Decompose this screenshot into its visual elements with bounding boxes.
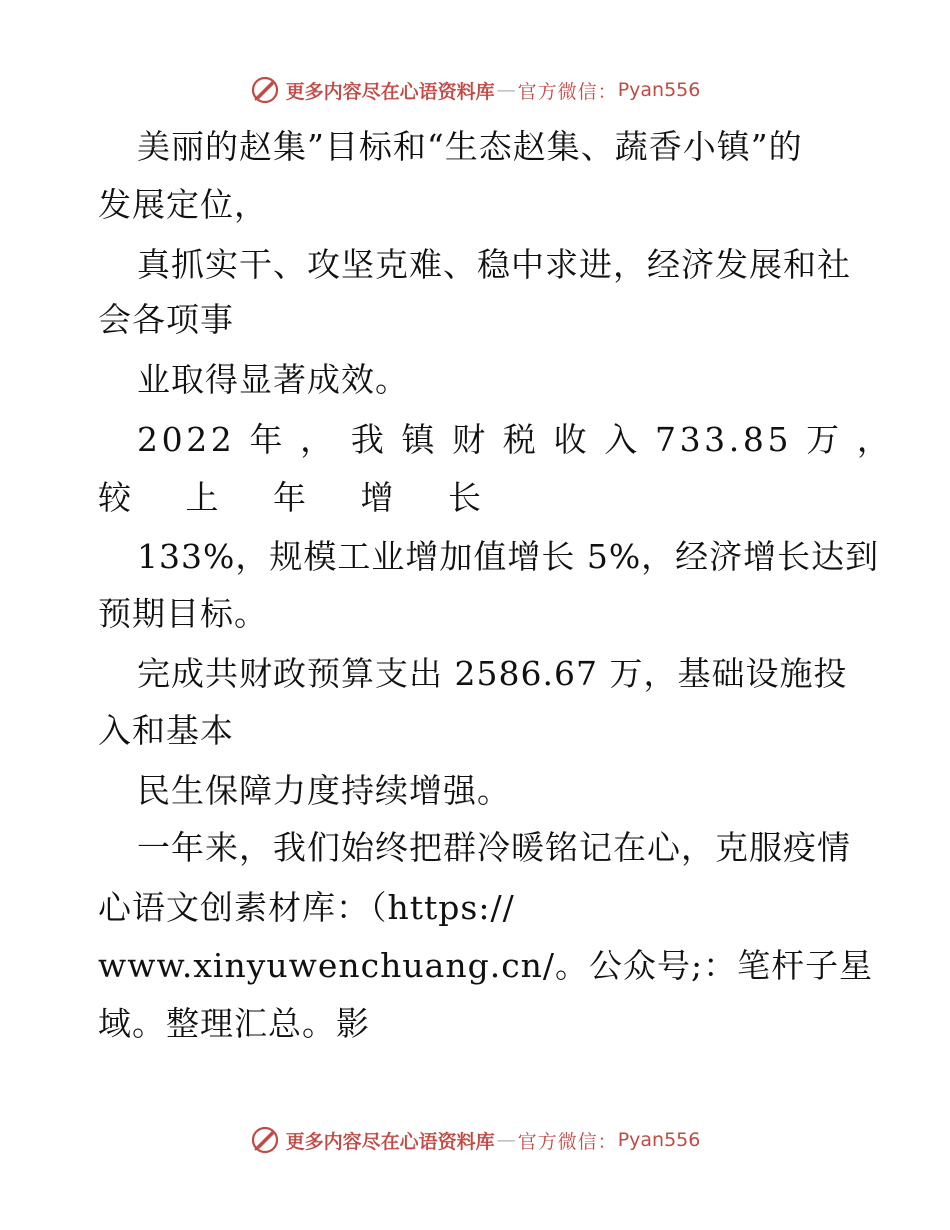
body-line: 入和基本 xyxy=(98,711,234,750)
body-line: 业取得显著成效。 xyxy=(137,360,409,399)
body-line: 域。整理汇总。影 xyxy=(98,1004,370,1043)
footer-watermark xyxy=(0,1120,950,1160)
feather-pen-seal-icon xyxy=(250,1125,280,1155)
header-watermark xyxy=(0,70,950,110)
body-line: 较 上 年 增 长 xyxy=(98,478,503,517)
body-line: 预期目标。 xyxy=(98,594,268,633)
body-line: 完成共财政预算支出 2586.67 万，基础设施投 xyxy=(137,654,848,693)
body-line: 发展定位， xyxy=(98,185,268,224)
body-line: 2022 年 ， 我 镇 财 税 收 入 733.85 万 ， xyxy=(137,420,894,459)
body-line: 心语文创素材库：（https:// xyxy=(98,888,515,927)
body-line: 一年来，我们始终把群冷暖铭记在心，克服疫情 xyxy=(137,828,851,867)
body-line: 133%，规模工业增加值增长 5%，经济增长达到 xyxy=(137,537,880,576)
body-line: 美丽的赵集”目标和“生态赵集、蔬香小镇”的 xyxy=(137,127,803,166)
watermark-dash: — xyxy=(496,1129,516,1151)
watermark-dash: — xyxy=(496,79,516,101)
body-line: 真抓实干、攻坚克难、稳中求进，经济发展和社 xyxy=(137,245,851,284)
feather-pen-seal-icon xyxy=(250,75,280,105)
watermark-wechat-account: Pyan556 xyxy=(617,1129,701,1151)
watermark-wechat-label: 官方微信： xyxy=(517,80,618,103)
watermark-site-text: 更多内容尽在心语资料库 xyxy=(285,80,495,103)
body-line: www.xinyuwenchuang.cn/。公众号;：笔杆子星 xyxy=(98,946,874,985)
watermark-wechat-account: Pyan556 xyxy=(617,79,701,101)
body-line: 会各项事 xyxy=(98,300,234,339)
body-line: 民生保障力度持续增强。 xyxy=(137,771,511,810)
watermark-wechat-label: 官方微信： xyxy=(517,1130,618,1153)
watermark-site-text: 更多内容尽在心语资料库 xyxy=(285,1130,495,1153)
